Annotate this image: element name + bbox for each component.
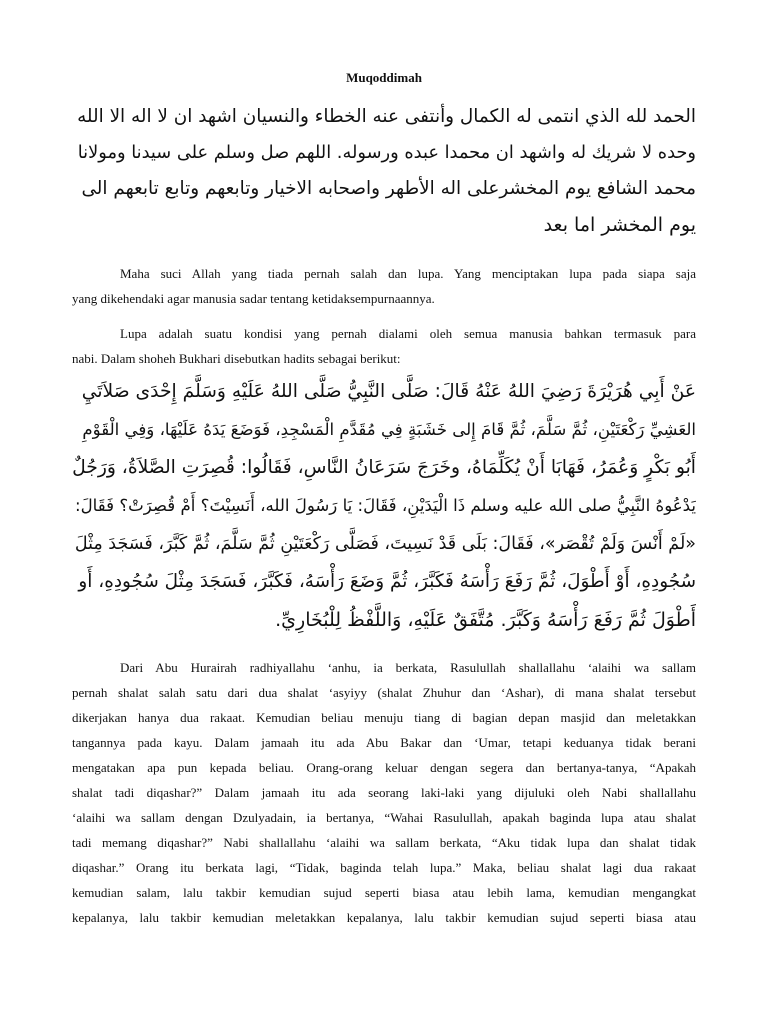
hadith-line: سُجُودِهِ، أَوْ أَطْوَلَ، ثُمَّ رَفَعَ رَأْسَهُ فَكَبَّرَ، ثُمَّ وَضَعَ رَأْسَهُ، فَكَبَّرَ، فَسَجَدَ مِثْلَ سُجُودِهِ، أَو (78, 571, 696, 592)
paragraph-line: dikerjakan hanya dua rakaat. Kemudian beliau menuju tiang di bagian depan masjid dan meletakkan (72, 710, 696, 725)
paragraph-line: shalat tadi diqashar?” Dalam jamaah itu ada seorang laki-laki yang dijuluki oleh Nabi shallallahu (72, 785, 696, 800)
hadith-line: يَدْعُوهُ النَّبِيُّ صلى الله عليه وسلم ذَا الْيَدَيْنِ، فَقَالَ: يَا رَسُولَ الله، أَنَسِيْتَ؟ أَمْ قُصِرَتْ؟ فَقَالَ: (75, 496, 696, 515)
hadith-line: عَنْ أَبِي هُرَيْرَةَ رَضِيَ اللهُ عَنْهُ قَالَ: صَلَّى النَّبِيُّ صَلَّى اللهُ عَلَيْهِ وَسَلَّمَ إِحْدَى صَلاَتَيِ (81, 381, 696, 402)
paragraph-line: kemudian salam, lalu takbir kemudian sujud seperti biasa atau lebih lama, kemudian mengangkat (72, 885, 696, 900)
arabic-line: الحمد لله الذي انتمى له الكمال وأنتفى عنه الخطاء والنسيان اشهد ان لا اله الا الله (77, 106, 696, 127)
paragraph-line: nabi. Dalam shoheh Bukhari disebutkan hadits sebagai berikut: (72, 351, 401, 366)
arabic-line: وحده لا شريك له واشهد ان محمدا عبده ورسوله. اللهم صل وسلم على سيدنا ومولانا (77, 142, 696, 163)
paragraph-line: tangannya pada kayu. Dalam jamaah itu ada Abu Bakar dan ‘Umar, tetapi keduanya tidak berani (72, 735, 696, 750)
document-title: Muqoddimah (346, 70, 422, 85)
arabic-line: يوم المخشر اما بعد (543, 214, 696, 236)
paragraph-line: yang dikehendaki agar manusia sadar tentang ketidaksempurnaannya. (72, 291, 435, 306)
paragraph-line: tadi memang diqashar?” Nabi shallallahu ‘alaihi wa sallam berkata, “Aku tidak lupa dan shalat tidak (72, 835, 696, 850)
arabic-opening-praise (72, 99, 696, 243)
hadith-line: أَطْوَلَ ثُمَّ رَفَعَ رَأْسَهُ وَكَبَّرَ. مُتَّفَقٌ عَلَيْهِ، وَاللَّفْظُ لِلْبُخَارِيِّ. (275, 609, 696, 631)
paragraph-translation (72, 655, 696, 930)
paragraph-intro (72, 261, 696, 311)
arabic-line: محمد الشافع يوم المخشرعلى اله الأطهر واصحابه الاخيار وتابعهم وتابع تابعهم الى (81, 178, 696, 199)
paragraph-line: Maha suci Allah yang tiada pernah salah dan lupa. Yang menciptakan lupa pada siapa saja (120, 266, 696, 281)
hadith-line: «لَمْ أَنْسَ وَلَمْ تُقْصَر»، فَقَالَ: بَلَى قَدْ نَسِيتَ، فَصَلَّى رَكْعَتَيْنِ ثُمَّ سَلَّمَ، ثُمَّ كَبَّرَ، فَسَجَدَ مِثْلَ (74, 534, 696, 554)
paragraph-lupa (72, 321, 696, 371)
paragraph-line: diqashar.” Orang itu berkata lagi, “Tidak, baginda telah lupa.” Maka, beliau shalat lagi dua rakaat (72, 860, 696, 875)
paragraph-line: Lupa adalah suatu kondisi yang pernah dialami oleh semua manusia bahkan termasuk para (120, 326, 696, 341)
paragraph-line: kepalanya, lalu takbir kemudian meletakkan kepalanya, lalu takbir kemudian sujud seperti biasa atau (72, 910, 696, 925)
paragraph-line: ‘alaihi wa sallam dengan Dzulyadain, ia bertanya, “Wahai Rasulullah, apakah baginda lupa atau shalat (72, 810, 696, 825)
paragraph-line: mengatakan apa pun kepada beliau. Orang-orang keluar dengan segera dan bertanya-tanya, “Apakah (72, 760, 696, 775)
hadith-line: أَبُو بَكْرٍ وَعُمَرُ، فَهَابَا أَنْ يُكَلِّمَاهُ، وخَرَجَ سَرَعَانُ النَّاسِ، فَقَالُوا: قُصِرَتِ الصَّلاَةُ، وَرَجُلٌ (72, 457, 696, 478)
arabic-hadith-text (72, 373, 696, 639)
paragraph-line: pernah shalat salah satu dari dua shalat ‘asyiyy (shalat Zhuhur dan ‘Ashar), di mana shalat tersebut (72, 685, 696, 700)
paragraph-line: Dari Abu Hurairah radhiyallahu ‘anhu, ia berkata, Rasulullah shallallahu ‘alaihi wa sallam (120, 660, 696, 675)
hadith-line: العَشِيِّ رَكْعَتَيْنِ، ثُمَّ سَلَّمَ، ثُمَّ قَامَ إِلى خَشَبَةٍ فِي مُقَدَّمِ الْمَسْجِدِ، فَوَضَعَ يَدَهُ عَلَيْهَا، وَفِي الْقَوْمِ (82, 420, 696, 439)
